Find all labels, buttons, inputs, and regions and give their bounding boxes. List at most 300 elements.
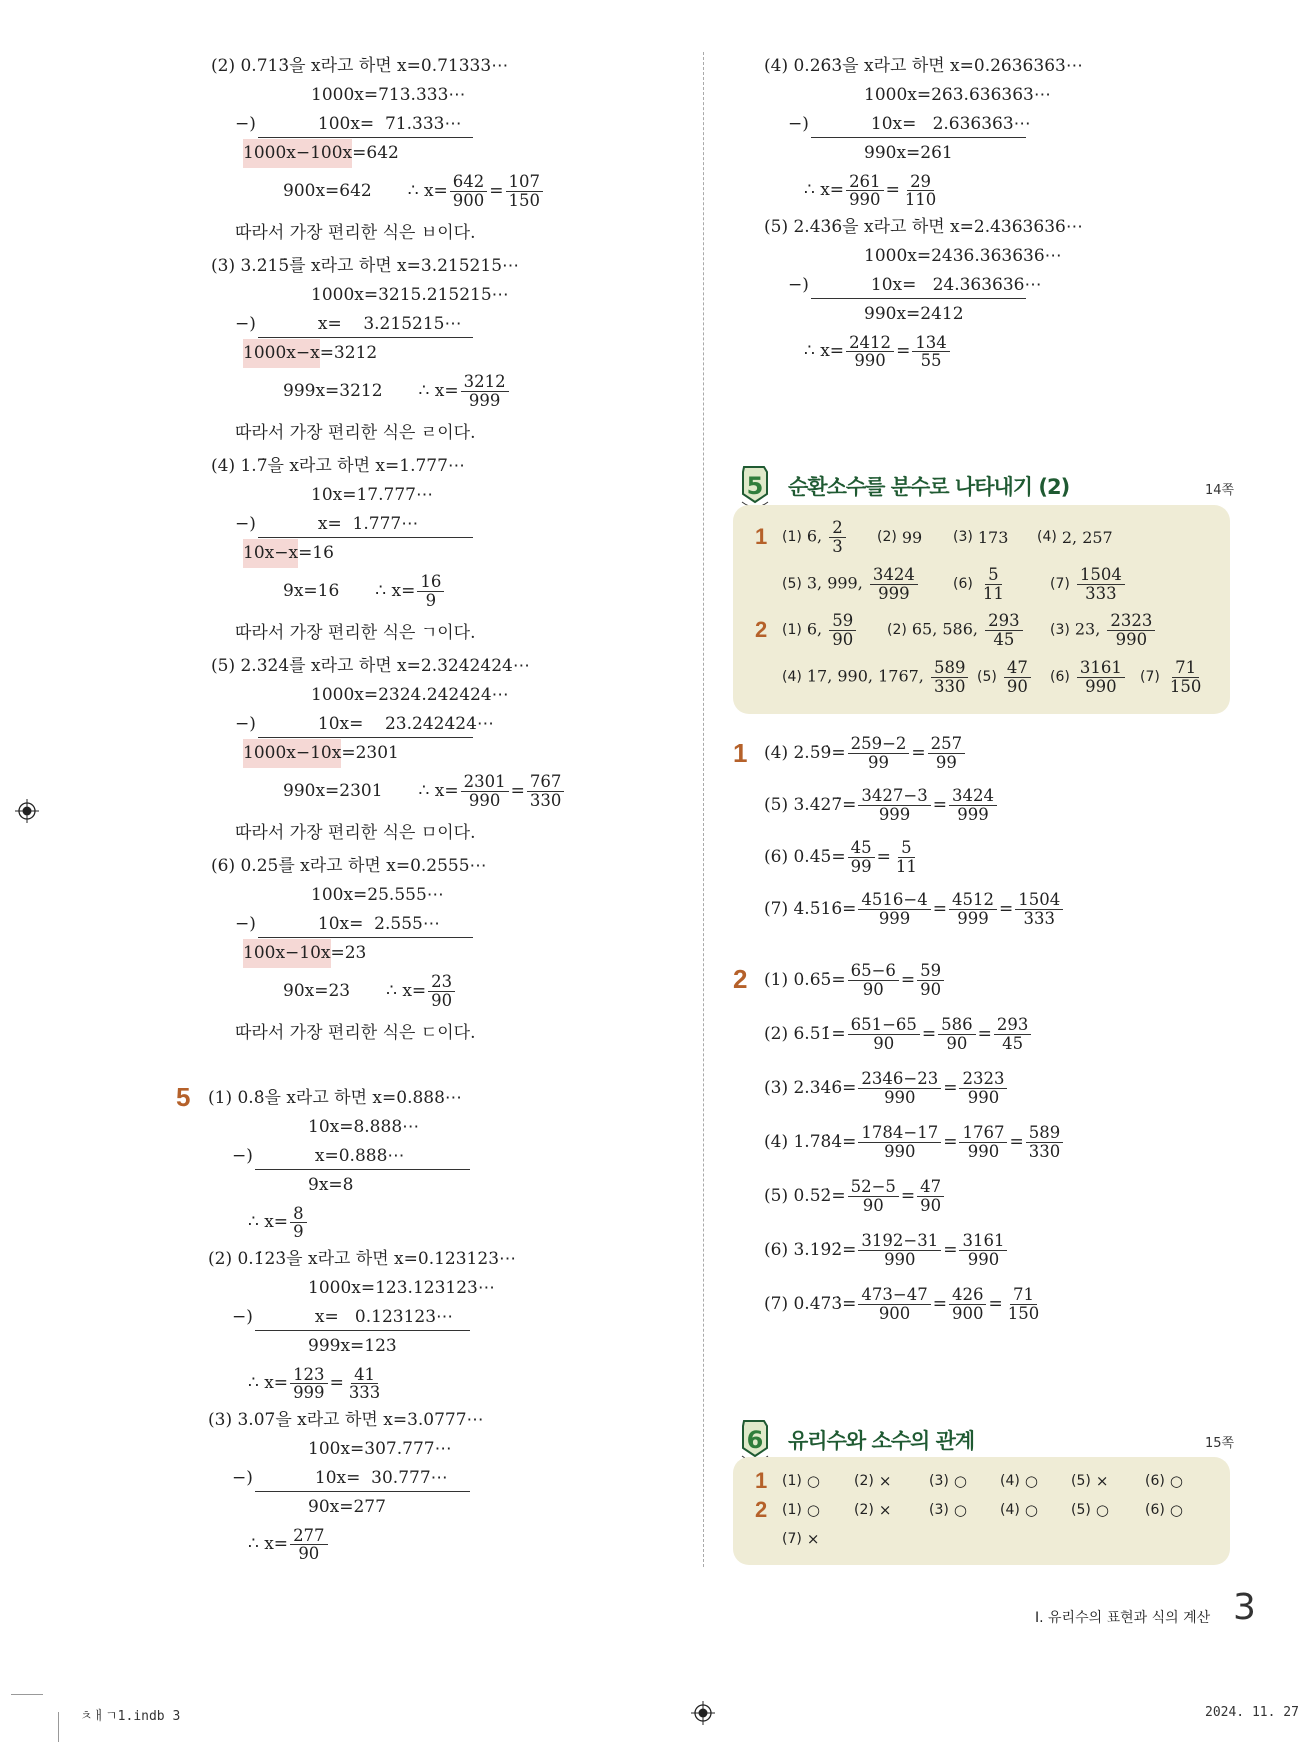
math-text: ○ <box>1169 1471 1183 1490</box>
answer-row <box>733 654 1230 700</box>
numerator: 59 <box>829 612 856 630</box>
answer-item-number: (3) <box>1050 622 1070 638</box>
solution-line <box>211 852 566 881</box>
minus-paren: −) <box>788 114 809 134</box>
fraction <box>858 787 930 823</box>
fraction <box>928 735 966 771</box>
math-text: (4) 2.5̇9̇= <box>764 742 846 763</box>
solution-line <box>208 1406 516 1435</box>
minus-paren: −) <box>235 314 256 334</box>
numerator: 1784−17 <box>858 1124 941 1142</box>
answer-item-number: (3) <box>929 1472 949 1489</box>
fraction <box>949 1286 987 1322</box>
denominator: 333 <box>1023 908 1055 928</box>
answer-value <box>807 612 858 648</box>
denominator: 99 <box>850 856 872 876</box>
section-number-icon <box>740 1418 770 1462</box>
answer-item <box>782 1495 820 1524</box>
answer-item-number: (3) <box>929 1501 949 1518</box>
numerator: 16 <box>417 573 444 591</box>
answer-item-number: (4) <box>1037 529 1057 545</box>
fraction <box>931 659 969 695</box>
solution-line <box>208 1522 516 1567</box>
solution-line <box>764 300 1083 329</box>
solution-line <box>211 910 566 939</box>
solution-line <box>211 1014 566 1052</box>
numerator: 71 <box>1010 1286 1037 1304</box>
math-text: ∴ x= <box>375 580 416 601</box>
fraction <box>858 891 930 927</box>
answer-row <box>733 561 1230 607</box>
answer-value <box>807 1530 820 1548</box>
math-text: (3) 2.34̇6̇= <box>764 1077 857 1098</box>
fraction <box>902 173 940 209</box>
math-text: ∴ x= <box>248 1534 289 1554</box>
solution-line <box>764 110 1083 139</box>
answer-item-number: (6) <box>1050 669 1070 685</box>
math-text: 따라서 가장 편리한 식은 ㄷ이다. <box>235 1022 476 1043</box>
solution-line <box>764 1115 1065 1169</box>
numerator: 2346−23 <box>858 1070 941 1088</box>
solution-line <box>208 1464 516 1493</box>
fraction <box>848 1016 920 1052</box>
denominator: 999 <box>957 804 989 824</box>
problem5-solutions <box>208 1084 516 1567</box>
denominator: 330 <box>933 676 966 696</box>
highlighted-expression: 1000x−100x <box>243 139 352 168</box>
answer-item <box>1050 607 1157 653</box>
numerator: 59 <box>917 962 944 980</box>
answer-item-number: (5) <box>1071 1501 1091 1518</box>
math-text: 990x=2412 <box>864 304 964 324</box>
answer-item <box>1145 1466 1183 1495</box>
math-text: × <box>1095 1471 1109 1490</box>
numerator: 123 <box>290 1366 328 1384</box>
denominator: 150 <box>1169 676 1202 696</box>
math-text: ∴ x= <box>248 1373 289 1393</box>
answer-item <box>1000 1466 1038 1495</box>
numerator: 107 <box>506 173 544 191</box>
numerator: 23 <box>428 973 455 991</box>
math-text: = <box>998 898 1014 919</box>
math-text: (6) 0.4̇5̇= <box>764 846 846 867</box>
registration-mark-icon <box>691 1701 715 1725</box>
answer-value <box>1170 1472 1183 1490</box>
denominator: 90 <box>832 629 854 649</box>
fraction <box>461 773 509 809</box>
numerator: 3192−31 <box>858 1232 941 1250</box>
fraction <box>858 1286 930 1322</box>
highlighted-expression: 1000x−x <box>243 339 320 368</box>
fraction <box>1004 659 1031 695</box>
answer-value <box>807 1501 820 1519</box>
math-text: x= 0.123123⋯ <box>314 1307 454 1327</box>
math-text: ∴ x= <box>407 180 448 201</box>
denominator: 990 <box>884 1087 916 1107</box>
math-text: 10x= 2.555⋯ <box>317 914 440 934</box>
numerator: 8 <box>290 1205 307 1223</box>
math-text: 173 <box>977 527 1009 547</box>
section6-header <box>740 1418 974 1462</box>
denominator: 90 <box>862 1195 884 1215</box>
math-text: = <box>943 1077 958 1098</box>
denominator: 900 <box>951 1303 984 1323</box>
answer-item-number: (1) <box>782 1501 802 1518</box>
answer-item <box>887 607 1025 653</box>
minus-paren: −) <box>235 514 256 534</box>
minus-paren: −) <box>232 1468 253 1488</box>
subtracted-equation <box>258 511 473 538</box>
math-text: ○ <box>1024 1471 1038 1490</box>
subtracted-equation <box>258 911 473 938</box>
denominator: 99 <box>935 752 957 772</box>
math-text: 10x=8.888⋯ <box>308 1117 420 1137</box>
numerator: 2412 <box>846 334 894 352</box>
solution-line <box>211 510 566 539</box>
answer-item <box>877 514 922 560</box>
solution-line <box>208 1274 516 1303</box>
denominator: 990 <box>967 1087 1000 1107</box>
fraction <box>290 1527 328 1563</box>
numerator: 41 <box>351 1366 378 1384</box>
fraction <box>290 1366 328 1402</box>
solution-line <box>211 968 566 1014</box>
solution-line <box>211 768 566 814</box>
fraction <box>912 334 950 370</box>
section6-answer-box <box>733 1457 1230 1565</box>
solution-line <box>208 1303 516 1332</box>
answer-value <box>1096 1501 1109 1519</box>
numerator: 5 <box>985 566 1002 584</box>
solution-line <box>764 139 1083 168</box>
math-text: 999x=3212 <box>283 380 383 401</box>
answer-row-number: 2 <box>755 617 768 642</box>
section-title: 순환소수를 분수로 나타내기 (2) <box>788 475 1070 499</box>
numerator: 3427−3 <box>858 787 930 805</box>
denominator: 900 <box>452 190 485 210</box>
answer-value <box>912 612 1025 648</box>
numerator: 3424 <box>949 787 997 805</box>
denominator: 333 <box>1085 583 1117 603</box>
math-text: 10x= 2.636363⋯ <box>870 114 1031 134</box>
math-text: (6) 0.25̇를 x라고 하면 x=0.2555⋯ <box>211 856 487 876</box>
solution-line <box>764 883 1065 935</box>
math-text: = <box>489 180 504 201</box>
math-text: 10x= 23.242424⋯ <box>317 714 494 734</box>
file-slug: ㅊㅐㄱ1.indb 3 <box>80 1709 181 1724</box>
fraction <box>959 1232 1007 1268</box>
solution-line <box>764 779 1065 831</box>
math-text: (2) 0.713̇을 x라고 하면 x=0.71333⋯ <box>211 56 509 76</box>
math-text: x= 1.777⋯ <box>317 514 419 534</box>
fraction <box>829 519 846 555</box>
math-text: = <box>510 780 525 801</box>
math-text: (1) 0.8̇을 x라고 하면 x=0.888⋯ <box>208 1088 462 1108</box>
solution-line <box>211 539 566 568</box>
denominator: 999 <box>878 908 911 928</box>
math-text: =642 <box>352 143 399 163</box>
answer-value <box>978 528 1009 547</box>
math-text: (4) 1.78̇4̇= <box>764 1131 857 1152</box>
answer-item <box>929 1495 967 1524</box>
denominator: 999 <box>293 1383 325 1402</box>
answer-row <box>733 514 1230 560</box>
fraction <box>1167 659 1205 695</box>
solution-line <box>211 81 566 110</box>
denominator: 330 <box>529 790 562 810</box>
minus-paren: −) <box>232 1146 253 1166</box>
math-text: 9x=8 <box>308 1175 354 1195</box>
answer-value <box>1062 528 1113 547</box>
numerator: 589 <box>931 659 969 677</box>
denominator: 110 <box>904 190 937 209</box>
math-text: (2) 6.51̇= <box>764 1023 846 1044</box>
answer-item-number: (7) <box>782 1530 802 1547</box>
numerator: 29 <box>907 173 934 191</box>
numerator: 257 <box>928 735 966 753</box>
math-text: ○ <box>1095 1500 1109 1519</box>
answer-item-number: (5) <box>1071 1472 1091 1489</box>
math-text: = <box>921 1023 937 1044</box>
fraction <box>829 612 856 648</box>
math-text: 100x=25.555⋯ <box>311 885 444 905</box>
answer-item-number: (2) <box>877 529 897 545</box>
subtracted-equation <box>255 1465 470 1492</box>
denominator: 333 <box>348 1383 381 1402</box>
solution-line <box>208 1493 516 1522</box>
answer-item-number: (1) <box>782 1472 802 1489</box>
math-text: ○ <box>953 1500 967 1519</box>
solution-line <box>208 1435 516 1464</box>
math-text: 23, <box>1074 619 1106 639</box>
answer-item-number: (4) <box>1000 1472 1020 1489</box>
fraction <box>949 787 997 823</box>
denominator: 90 <box>946 1033 968 1053</box>
math-text: 10x= 24.363636⋯ <box>870 275 1042 295</box>
answer-item <box>782 654 970 700</box>
math-text: (5) 2.32̇4̇를 x라고 하면 x=2.3242424⋯ <box>211 656 530 676</box>
answer-item-number: (2) <box>854 1472 874 1489</box>
numerator: 65−6 <box>848 962 899 980</box>
right-solutions <box>764 52 1083 374</box>
math-text: (5) 2.43̇6̇을 x라고 하면 x=2.4363636⋯ <box>764 217 1083 237</box>
answer-item <box>953 514 1008 560</box>
numerator: 71 <box>1172 659 1199 677</box>
fraction <box>949 891 997 927</box>
answer-value <box>1170 1501 1183 1519</box>
fraction <box>1005 1286 1043 1322</box>
subtracted-equation <box>255 1304 470 1331</box>
math-text: ○ <box>1024 1500 1038 1519</box>
fraction <box>346 1366 384 1402</box>
fraction <box>846 173 884 209</box>
solution-line <box>211 414 566 452</box>
denominator: 990 <box>854 351 886 370</box>
answer-value <box>1025 1472 1038 1490</box>
solution-line <box>764 52 1083 81</box>
solution-line <box>211 52 566 81</box>
math-text: = <box>329 1373 344 1393</box>
registration-mark-icon <box>15 799 39 823</box>
denominator: 990 <box>967 1141 1000 1161</box>
fraction <box>848 962 899 998</box>
answer-item <box>953 561 1009 607</box>
solution-line <box>211 814 566 852</box>
math-text: 따라서 가장 편리한 식은 ㄱ이다. <box>235 622 476 643</box>
math-text: = <box>932 898 947 919</box>
answer-value <box>807 519 848 555</box>
answer-item-number: (6) <box>1145 1501 1165 1518</box>
numerator: 1504 <box>1077 566 1125 584</box>
math-text: 따라서 가장 편리한 식은 ㅂ이다. <box>235 222 476 243</box>
solution-line <box>208 1361 516 1406</box>
answer-item <box>782 607 858 653</box>
math-text: = <box>885 180 900 200</box>
solution-line <box>764 81 1083 110</box>
answer-item-number: (1) <box>782 529 802 545</box>
answer-item <box>1050 561 1127 607</box>
solution-line <box>764 213 1083 242</box>
solution-line <box>208 1171 516 1200</box>
answer-item <box>1071 1495 1109 1524</box>
denominator: 9 <box>425 590 437 610</box>
denominator: 45 <box>993 629 1015 649</box>
solution-line <box>211 452 566 481</box>
page-reference: 15쪽 <box>1205 1436 1235 1451</box>
fraction <box>985 612 1023 648</box>
numerator: 473−47 <box>858 1286 930 1304</box>
minus-paren: −) <box>235 114 256 134</box>
denominator: 999 <box>878 804 911 824</box>
math-text: ∴ x= <box>804 180 845 200</box>
problem-number: 2 <box>733 964 748 994</box>
math-text: 900x=642 <box>283 180 372 201</box>
answer-item-number: (4) <box>1000 1501 1020 1518</box>
denominator: 90 <box>862 979 884 999</box>
highlighted-expression: 1000x−10x <box>243 739 341 768</box>
numerator: 52−5 <box>848 1178 899 1196</box>
math-text: 따라서 가장 편리한 식은 ㅁ이다. <box>235 822 476 843</box>
math-text: = <box>1009 1131 1024 1152</box>
solution-line <box>208 1332 516 1361</box>
answer-item-number: (7) <box>1050 576 1070 592</box>
math-text: 90x=23 <box>283 980 351 1001</box>
math-text: (3) 3.2̇15̇를 x라고 하면 x=3.215215⋯ <box>211 256 520 276</box>
subtracted-equation <box>258 311 473 338</box>
numerator: 47 <box>1004 659 1031 677</box>
fraction <box>1077 659 1125 695</box>
answer-item-number: (5) <box>782 576 802 592</box>
answer-row-number: 1 <box>755 1467 768 1493</box>
numerator: 45 <box>848 839 875 857</box>
answer-value <box>807 566 920 602</box>
numerator: 293 <box>985 612 1023 630</box>
fraction <box>959 1070 1007 1106</box>
solution-line <box>764 1169 1065 1223</box>
answer-value <box>902 528 922 547</box>
math-text: ∴ x= <box>418 780 459 801</box>
denominator: 990 <box>1115 629 1148 649</box>
math-text: (5) 0.52̇= <box>764 1185 846 1206</box>
answer-item <box>1140 654 1206 700</box>
math-text: ∴ x= <box>248 1212 289 1232</box>
chapter-title: Ⅰ. 유리수의 표현과 식의 계산 <box>1035 1610 1211 1626</box>
solution-line <box>211 652 566 681</box>
solution-line <box>764 1061 1065 1115</box>
answer-item <box>782 514 848 560</box>
answer-item-number: (3) <box>953 529 973 545</box>
denominator: 900 <box>878 1303 911 1323</box>
numerator: 651−65 <box>848 1016 920 1034</box>
numerator: 3161 <box>959 1232 1007 1250</box>
fraction <box>858 1070 941 1106</box>
answer-value <box>879 1472 892 1490</box>
math-text: =2301 <box>341 743 399 763</box>
denominator: 11 <box>895 856 917 876</box>
numerator: 642 <box>450 173 488 191</box>
fraction <box>1077 566 1125 602</box>
math-text: = <box>911 742 926 763</box>
denominator: 999 <box>878 583 910 603</box>
print-date: 2024. 11. 27 <box>1205 1705 1299 1720</box>
math-text: = <box>900 1185 916 1206</box>
solution-line <box>208 1200 516 1245</box>
math-text: (3) 3.07̇을 x라고 하면 x=3.0777⋯ <box>208 1410 484 1430</box>
numerator: 767 <box>527 773 565 791</box>
answer-item <box>1050 654 1127 700</box>
math-text: (4) 0.26̇3̇을 x라고 하면 x=0.2636363⋯ <box>764 56 1083 76</box>
math-text: 100x= 71.333⋯ <box>317 114 462 134</box>
answer-value <box>1075 566 1127 602</box>
math-text: ∴ x= <box>418 380 459 401</box>
section-number-icon <box>740 464 770 508</box>
fraction <box>858 1124 941 1160</box>
solution-line <box>764 953 1065 1007</box>
fraction <box>893 839 920 875</box>
math-text: 17, 990, 1767, <box>806 666 929 686</box>
answer-item <box>782 1466 820 1495</box>
fraction <box>461 373 509 409</box>
numerator: 589 <box>1026 1124 1064 1142</box>
denominator: 990 <box>1085 676 1117 696</box>
solutions-2 <box>764 953 1065 1331</box>
math-text: 1000x=263.636363⋯ <box>864 85 1051 105</box>
answer-value <box>1165 659 1207 695</box>
answer-item-number: (2) <box>854 1501 874 1518</box>
answer-value <box>1096 1472 1109 1490</box>
fraction <box>917 1178 944 1214</box>
math-text: 3, 999, <box>806 573 868 593</box>
math-text: = <box>943 1239 958 1260</box>
solution-line <box>211 881 566 910</box>
math-text: 90x=277 <box>308 1497 386 1517</box>
math-text: (7) 0.473̇= <box>764 1293 857 1314</box>
fraction <box>848 839 875 875</box>
answer-item <box>929 1466 967 1495</box>
solution-line <box>211 568 566 614</box>
fraction <box>506 173 544 209</box>
math-text: =3212 <box>319 343 378 363</box>
numerator: 47 <box>917 1178 944 1196</box>
math-text: = <box>900 969 916 990</box>
page-reference: 14쪽 <box>1205 483 1235 498</box>
denominator: 90 <box>920 979 942 999</box>
answer-item <box>854 1495 891 1524</box>
numerator: 586 <box>938 1016 976 1034</box>
fraction <box>917 962 944 998</box>
solution-line <box>764 168 1083 213</box>
answer-item <box>977 654 1033 700</box>
